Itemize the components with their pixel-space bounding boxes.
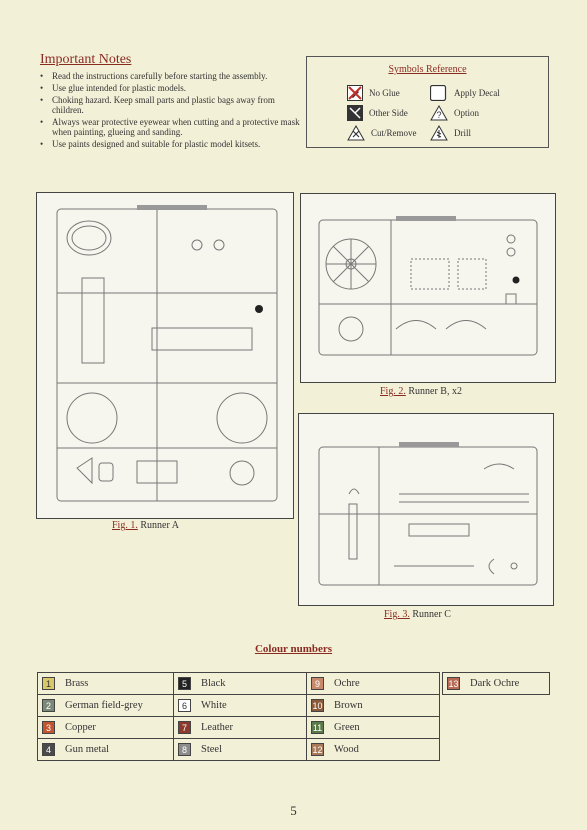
svg-text:?: ? <box>436 110 442 120</box>
colour-entry <box>174 739 306 761</box>
colour-entry <box>307 739 439 761</box>
other-side-label: Other Side <box>369 108 408 118</box>
apply-decal-icon <box>430 85 448 101</box>
colour-entry <box>38 695 173 717</box>
colour-name: Steel <box>201 744 222 755</box>
colour-swatch: 6 <box>178 699 191 712</box>
colour-name: White <box>201 700 227 711</box>
colour-name: Gun metal <box>65 744 110 755</box>
colour-name: Copper <box>65 722 96 733</box>
colour-name: Wood <box>334 744 359 755</box>
colour-swatch: 12 <box>312 744 323 755</box>
colour-numbers-title: Colour numbers <box>254 643 333 655</box>
symbol-other-side <box>347 105 408 121</box>
colour-name: Ochre <box>334 678 360 689</box>
colour-column-3 <box>306 672 440 761</box>
note-item: • Always wear protective eyewear when cutting and a protective mask when painting, glueing and sanding. <box>52 117 302 137</box>
colour-column-4 <box>442 672 550 695</box>
runner-a-diagram <box>36 192 294 519</box>
figure-2-label: Fig. 2. <box>380 386 406 397</box>
note-item: • Use paints designed and suitable for plastic model kitsets. <box>52 139 302 149</box>
symbol-apply-decal <box>430 85 500 101</box>
page-number: 5 <box>290 803 297 818</box>
other-side-icon <box>347 105 363 121</box>
colour-name: Brown <box>334 700 363 711</box>
figure-3-caption <box>384 609 451 620</box>
colour-swatch: 8 <box>178 743 191 756</box>
note-item: • Read the instructions carefully before starting the assembly. <box>52 71 302 81</box>
figure-2-text: Runner B, x2 <box>408 386 462 397</box>
colour-entry <box>38 739 173 761</box>
colour-entry <box>307 717 439 739</box>
no-glue-icon <box>347 85 363 101</box>
runner-c-sprue-drawing <box>299 414 553 605</box>
option-label: Option <box>454 108 480 118</box>
colour-column-1 <box>37 672 174 761</box>
colour-swatch: 7 <box>178 721 191 734</box>
colour-entry <box>307 673 439 695</box>
drill-label: Drill <box>454 128 471 138</box>
colour-entry <box>174 717 306 739</box>
runner-b-diagram <box>300 193 556 383</box>
colour-swatch: 9 <box>311 677 324 690</box>
figure-3-label: Fig. 3. <box>384 609 410 620</box>
colour-entry <box>38 673 173 695</box>
colour-entry <box>307 695 439 717</box>
colour-swatch: 10 <box>312 700 323 711</box>
colour-name: Black <box>201 678 226 689</box>
figure-1-label: Fig. 1. <box>112 520 138 531</box>
no-glue-label: No Glue <box>369 88 400 98</box>
note-item: • Use glue intended for plastic models. <box>52 83 302 93</box>
colour-name: Dark Ochre <box>470 678 520 689</box>
colour-name: German field-grey <box>65 700 143 711</box>
colour-swatch: 5 <box>178 677 191 690</box>
figure-1-text: Runner A <box>140 520 179 531</box>
colour-name: Green <box>334 722 360 733</box>
symbols-title: Symbols Reference <box>388 64 467 75</box>
notes-title: Important Notes <box>40 52 132 67</box>
runner-c-diagram <box>298 413 554 606</box>
note-item: • Choking hazard. Keep small parts and plastic bags away from children. <box>52 95 302 115</box>
figure-1-caption <box>112 520 179 531</box>
colour-swatch: 1 <box>42 677 55 690</box>
important-notes <box>40 52 302 151</box>
figure-2-caption <box>380 386 462 397</box>
colour-swatch: 11 <box>312 722 323 733</box>
colour-swatch: 2 <box>42 699 55 712</box>
colour-name: Leather <box>201 722 234 733</box>
symbol-cut-remove <box>347 125 417 141</box>
colour-swatch: 3 <box>42 721 55 734</box>
runner-b-sprue-drawing <box>301 194 555 382</box>
symbol-option <box>430 105 479 121</box>
cut-remove-label: Cut/Remove <box>371 128 417 138</box>
colour-entry <box>174 673 306 695</box>
colour-swatch: 13 <box>448 678 459 689</box>
colour-name: Brass <box>65 678 89 689</box>
figure-3-text: Runner C <box>412 609 451 620</box>
symbol-no-glue <box>347 85 400 101</box>
colour-entry <box>443 673 549 695</box>
option-icon <box>430 105 448 121</box>
colour-column-2 <box>173 672 307 761</box>
runner-a-sprue-drawing <box>37 193 293 518</box>
colour-swatch: 4 <box>42 743 55 756</box>
symbols-reference <box>306 56 549 148</box>
apply-decal-label: Apply Decal <box>454 88 500 98</box>
notes-list <box>40 71 302 149</box>
colour-entry <box>38 717 173 739</box>
drill-icon <box>430 125 448 141</box>
symbol-drill <box>430 125 471 141</box>
cut-remove-icon <box>347 125 365 141</box>
colour-entry <box>174 695 306 717</box>
